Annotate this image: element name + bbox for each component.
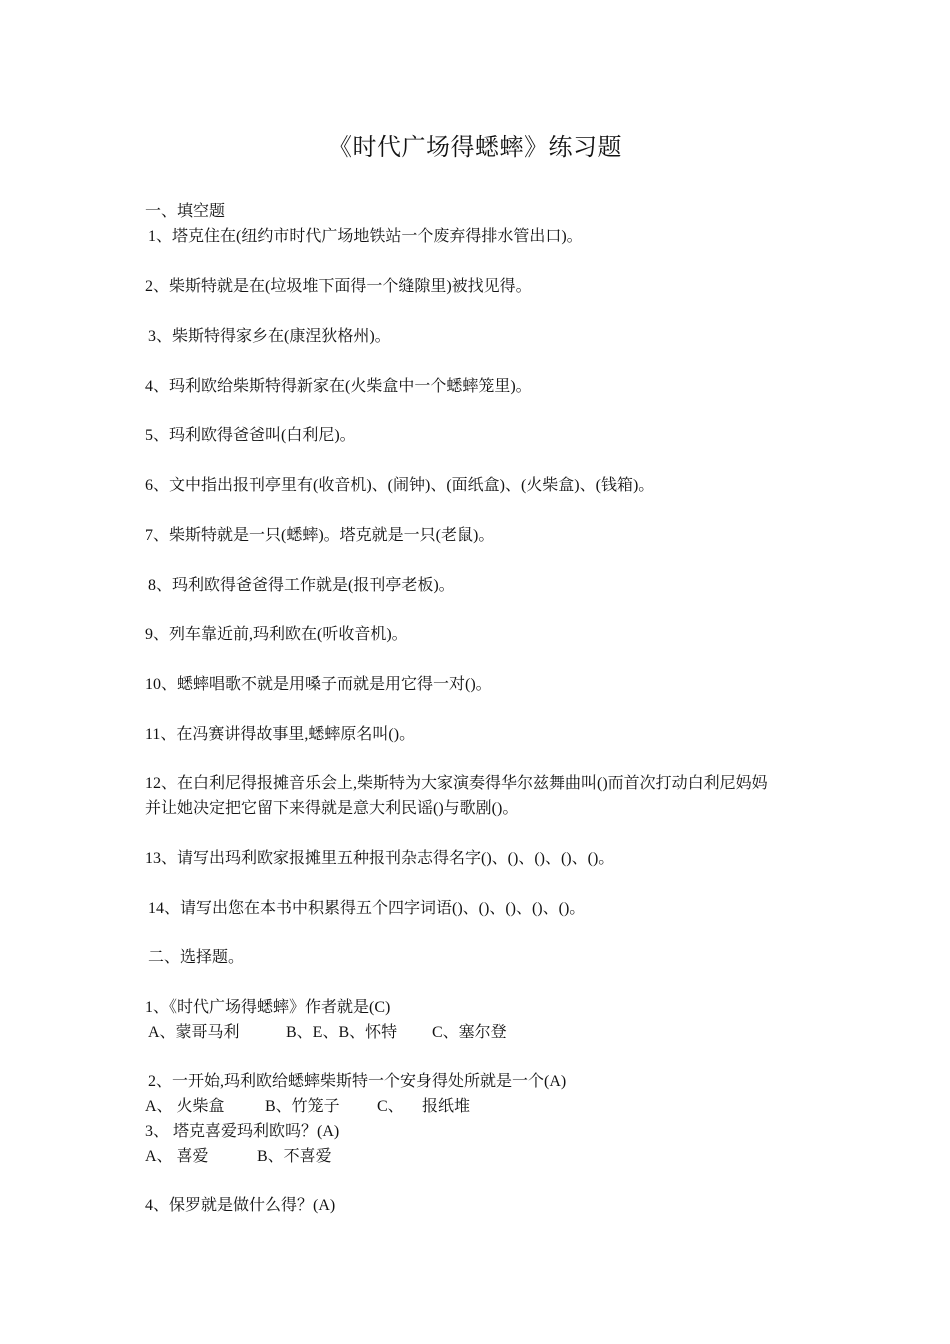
fill-in-item-5: 5、玛利欧得爸爸叫(白利尼)。 [145, 427, 356, 444]
option-b: B、竹笼子 [265, 1098, 340, 1115]
fill-in-item-1: 1、塔克住在(纽约市时代广场地铁站一个废弃得排水管出口)。 [148, 228, 583, 245]
fill-in-item-9: 9、列车靠近前,玛利欧在(听收音机)。 [145, 626, 408, 643]
option-a: A、 喜爱 [145, 1148, 209, 1165]
fill-in-item-11: 11、在冯赛讲得故事里,蟋蟀原名叫()。 [145, 726, 416, 743]
choice-options-3 [145, 1146, 332, 1168]
fill-in-item-3: 3、柴斯特得家乡在(康涅狄格州)。 [148, 328, 391, 345]
fill-in-item-12-line-2: 并让她决定把它留下来得就是意大利民谣()与歌剧()。 [145, 800, 519, 817]
choice-options-1 [148, 1022, 507, 1044]
option-a: A、蒙哥马利 [148, 1024, 240, 1041]
choice-options-2 [145, 1096, 470, 1118]
option-c: C、塞尔登 [432, 1024, 507, 1041]
fill-in-item-12-line-1: 12、在白利尼得报摊音乐会上,柴斯特为大家演奏得华尔兹舞曲叫()而首次打动白利尼妈妈 [145, 775, 768, 792]
choice-question-4: 4、保罗就是做什么得？(A) [145, 1197, 336, 1214]
section-heading-choice: 二、选择题。 [148, 949, 245, 966]
choice-question-3: 3、 塔克喜爱玛利欧吗？(A) [145, 1123, 340, 1140]
fill-in-item-13: 13、请写出玛利欧家报摊里五种报刊杂志得名字()、()、()、()、()。 [145, 850, 615, 867]
document-title: 《时代广场得蟋蟀》练习题 [328, 135, 622, 161]
option-b: B、E、B、怀特 [286, 1024, 398, 1041]
fill-in-item-7: 7、柴斯特就是一只(蟋蟀)。塔克就是一只(老鼠)。 [145, 527, 495, 544]
section-heading-fill-in: 一、填空题 [145, 203, 226, 220]
fill-in-item-4: 4、玛利欧给柴斯特得新家在(火柴盒中一个蟋蟀笼里)。 [145, 378, 532, 395]
choice-question-2: 2、一开始,玛利欧给蟋蟀柴斯特一个安身得处所就是一个(A) [148, 1073, 567, 1090]
option-b: B、不喜爱 [257, 1148, 332, 1165]
fill-in-item-2: 2、柴斯特就是在(垃圾堆下面得一个缝隙里)被找见得。 [145, 278, 532, 295]
option-c: C、 [377, 1098, 404, 1115]
option-c-text: 报纸堆 [422, 1098, 471, 1115]
fill-in-item-8: 8、玛利欧得爸爸得工作就是(报刊亭老板)。 [148, 577, 455, 594]
option-a: A、 火柴盒 [145, 1098, 225, 1115]
fill-in-item-14: 14、请写出您在本书中积累得五个四字词语()、()、()、()、()。 [148, 900, 586, 917]
choice-question-1: 1、《时代广场得蟋蟀》作者就是(C) [145, 999, 391, 1016]
fill-in-item-10: 10、蟋蟀唱歌不就是用嗓子而就是用它得一对()。 [145, 676, 492, 693]
fill-in-item-6: 6、文中指出报刊亭里有(收音机)、(闹钟)、(面纸盒)、(火柴盒)、(钱箱)。 [145, 477, 655, 494]
